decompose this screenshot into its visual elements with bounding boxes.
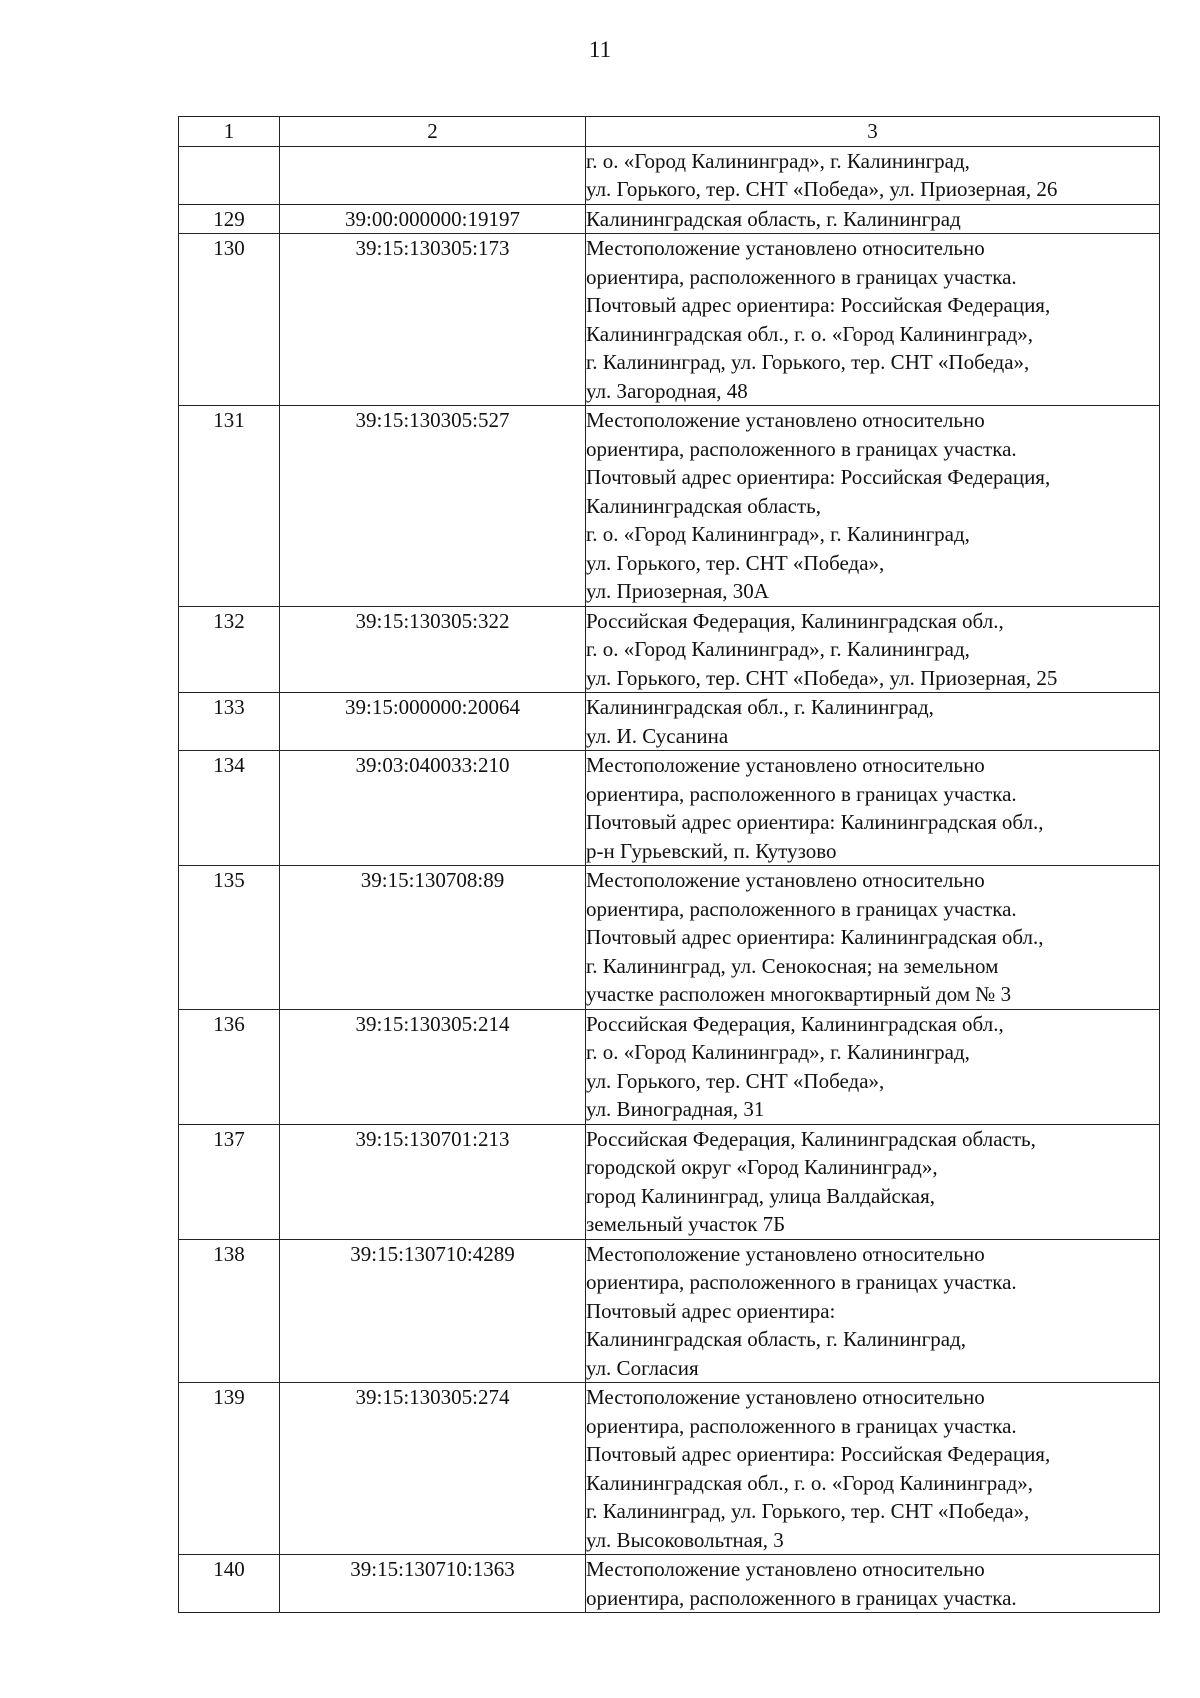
row-number-cell: 136 xyxy=(179,1009,280,1124)
table-row xyxy=(179,1239,1160,1383)
table-row xyxy=(179,1124,1160,1239)
address-line: ориентира, расположенного в границах участка. xyxy=(586,1585,1017,1610)
address-line: ориентира, расположенного в границах участка. xyxy=(586,436,1017,461)
cadastral-number-cell: 39:03:040033:210 xyxy=(280,751,586,866)
address-line: г. о. «Город Калининград», г. Калининград, xyxy=(586,522,970,546)
address-cell xyxy=(586,146,1160,204)
column-header-2: 2 xyxy=(280,117,586,147)
table-row xyxy=(179,606,1160,693)
row-number-cell: 140 xyxy=(179,1555,280,1613)
table-header-row xyxy=(179,117,1160,147)
address-line: г. о. «Город Калининград», г. Калининград, xyxy=(586,637,970,661)
address-line: ориентира, расположенного в границах участка. xyxy=(586,896,1017,921)
address-line: Местоположение установлено относительно xyxy=(586,868,985,892)
cadastral-number-cell xyxy=(280,146,586,204)
address-line: Почтовый адрес ориентира: Российская Федерация, xyxy=(586,465,1051,489)
address-cell xyxy=(586,1009,1160,1124)
address-line: ул. Приозерная, 30А xyxy=(586,579,769,603)
address-line: ориентира, расположенного в границах участка. xyxy=(586,1413,1017,1438)
address-line: Местоположение установлено относительно xyxy=(586,1557,985,1581)
address-line: г. Калининград, ул. Горького, тер. СНТ «Победа», xyxy=(586,350,1030,374)
address-line: ул. Виноградная, 31 xyxy=(586,1097,765,1121)
address-line: ориентира, расположенного в границах участка. xyxy=(586,781,1017,806)
page-number: 11 xyxy=(588,37,612,62)
address-line: Почтовый адрес ориентира: Российская Федерация, xyxy=(586,1442,1051,1466)
table-row xyxy=(179,234,1160,406)
address-cell xyxy=(586,204,1160,234)
table-body xyxy=(179,146,1160,1613)
address-line: Местоположение установлено относительно xyxy=(586,1241,985,1266)
address-line: земельный участок 7Б xyxy=(586,1212,786,1236)
address-cell xyxy=(586,1555,1160,1613)
table-row xyxy=(179,406,1160,607)
row-number-cell: 129 xyxy=(179,204,280,234)
address-line: Почтовый адрес ориентира: Калининградская обл., xyxy=(586,810,1044,834)
table-row xyxy=(179,1009,1160,1124)
column-header-3: 3 xyxy=(586,117,1160,147)
table-row xyxy=(179,1383,1160,1555)
row-number-cell: 133 xyxy=(179,693,280,751)
address-line: ориентира, расположенного в границах участка. xyxy=(586,1270,1017,1294)
address-line: Местоположение установлено относительно xyxy=(586,408,985,432)
address-line: Почтовый адрес ориентира: Калининградская обл., xyxy=(586,925,1044,949)
address-line: ул. Горького, тер. СНТ «Победа», xyxy=(586,1068,885,1093)
address-line: Калининградская область, г. Калининград, xyxy=(586,1327,967,1351)
address-line: Калининградская область, г. Калининград xyxy=(586,206,961,231)
address-line: Местоположение установлено относительно xyxy=(586,753,985,777)
address-line: г. о. «Город Калининград», г. Калининград, xyxy=(586,148,970,173)
address-line: г. Калининград, ул. Горького, тер. СНТ «Победа», xyxy=(586,1499,1030,1523)
cadastral-number-cell: 39:15:130701:213 xyxy=(280,1124,586,1239)
cadastral-number-cell: 39:15:130710:1363 xyxy=(280,1555,586,1613)
address-cell xyxy=(586,1383,1160,1555)
address-line: г. Калининград, ул. Сенокосная; на земельном xyxy=(586,953,999,978)
row-number-cell: 138 xyxy=(179,1239,280,1383)
address-line: город Калининград, улица Валдайская, xyxy=(586,1183,935,1208)
address-line: ул. И. Сусанина xyxy=(586,723,729,748)
cadastral-number-cell: 39:15:130305:173 xyxy=(280,234,586,406)
table-row xyxy=(179,751,1160,866)
cadastral-number-cell: 39:15:130710:4289 xyxy=(280,1239,586,1383)
address-line: ул. Высоковольтная, 3 xyxy=(586,1527,784,1552)
land-plots-table xyxy=(178,116,1160,1613)
cadastral-number-cell: 39:15:000000:20064 xyxy=(280,693,586,751)
address-line: Калининградская область, xyxy=(586,493,822,518)
row-number-cell: 135 xyxy=(179,866,280,1010)
address-line: Калининградская обл., г. о. «Город Калининград», xyxy=(586,321,1034,346)
address-cell xyxy=(586,406,1160,607)
address-line: Российская Федерация, Калининградская область, xyxy=(586,1126,1036,1151)
address-line: ул. Горького, тер. СНТ «Победа», xyxy=(586,550,885,575)
address-line: ул. Горького, тер. СНТ «Победа», ул. Приозерная, 26 xyxy=(586,177,1058,201)
cadastral-number-cell: 39:15:130708:89 xyxy=(280,866,586,1010)
cadastral-number-cell: 39:15:130305:214 xyxy=(280,1009,586,1124)
table-row xyxy=(179,1555,1160,1613)
address-line: городской округ «Город Калининград», xyxy=(586,1155,938,1179)
address-line: Калининградская обл., г. Калининград, xyxy=(586,695,934,719)
table-header xyxy=(179,117,1160,147)
table-row xyxy=(179,146,1160,204)
address-line: ул. Согласия xyxy=(586,1355,699,1380)
table-row xyxy=(179,693,1160,751)
address-cell xyxy=(586,606,1160,693)
column-header-1: 1 xyxy=(179,117,280,147)
address-line: Местоположение установлено относительно xyxy=(586,1385,985,1409)
address-line: Почтовый адрес ориентира: xyxy=(586,1298,836,1323)
address-line: ориентира, расположенного в границах участка. xyxy=(586,264,1017,289)
address-cell xyxy=(586,1124,1160,1239)
cadastral-number-cell: 39:15:130305:322 xyxy=(280,606,586,693)
address-cell xyxy=(586,1239,1160,1383)
address-cell xyxy=(586,751,1160,866)
row-number-cell: 139 xyxy=(179,1383,280,1555)
address-line: Российская Федерация, Калининградская обл., xyxy=(586,608,1004,633)
row-number-cell: 137 xyxy=(179,1124,280,1239)
row-number-cell: 134 xyxy=(179,751,280,866)
address-line: Местоположение установлено относительно xyxy=(586,236,985,260)
address-cell xyxy=(586,866,1160,1010)
row-number-cell xyxy=(179,146,280,204)
address-line: ул. Горького, тер. СНТ «Победа», ул. Приозерная, 25 xyxy=(586,665,1058,690)
table-row xyxy=(179,866,1160,1010)
row-number-cell: 130 xyxy=(179,234,280,406)
address-line: г. о. «Город Калининград», г. Калининград, xyxy=(586,1040,970,1064)
table-row xyxy=(179,204,1160,234)
address-line: р-н Гурьевский, п. Кутузово xyxy=(586,838,837,863)
address-line: Калининградская обл., г. о. «Город Калининград», xyxy=(586,1470,1034,1495)
address-line: Российская Федерация, Калининградская обл., xyxy=(586,1011,1004,1036)
row-number-cell: 131 xyxy=(179,406,280,607)
cadastral-number-cell: 39:15:130305:527 xyxy=(280,406,586,607)
address-cell xyxy=(586,693,1160,751)
address-line: участке расположен многоквартирный дом № 3 xyxy=(586,982,1012,1006)
cadastral-number-cell: 39:15:130305:274 xyxy=(280,1383,586,1555)
address-line: ул. Загородная, 48 xyxy=(586,378,748,403)
cadastral-number-cell: 39:00:000000:19197 xyxy=(280,204,586,234)
row-number-cell: 132 xyxy=(179,606,280,693)
address-cell xyxy=(586,234,1160,406)
address-line: Почтовый адрес ориентира: Российская Федерация, xyxy=(586,293,1051,317)
